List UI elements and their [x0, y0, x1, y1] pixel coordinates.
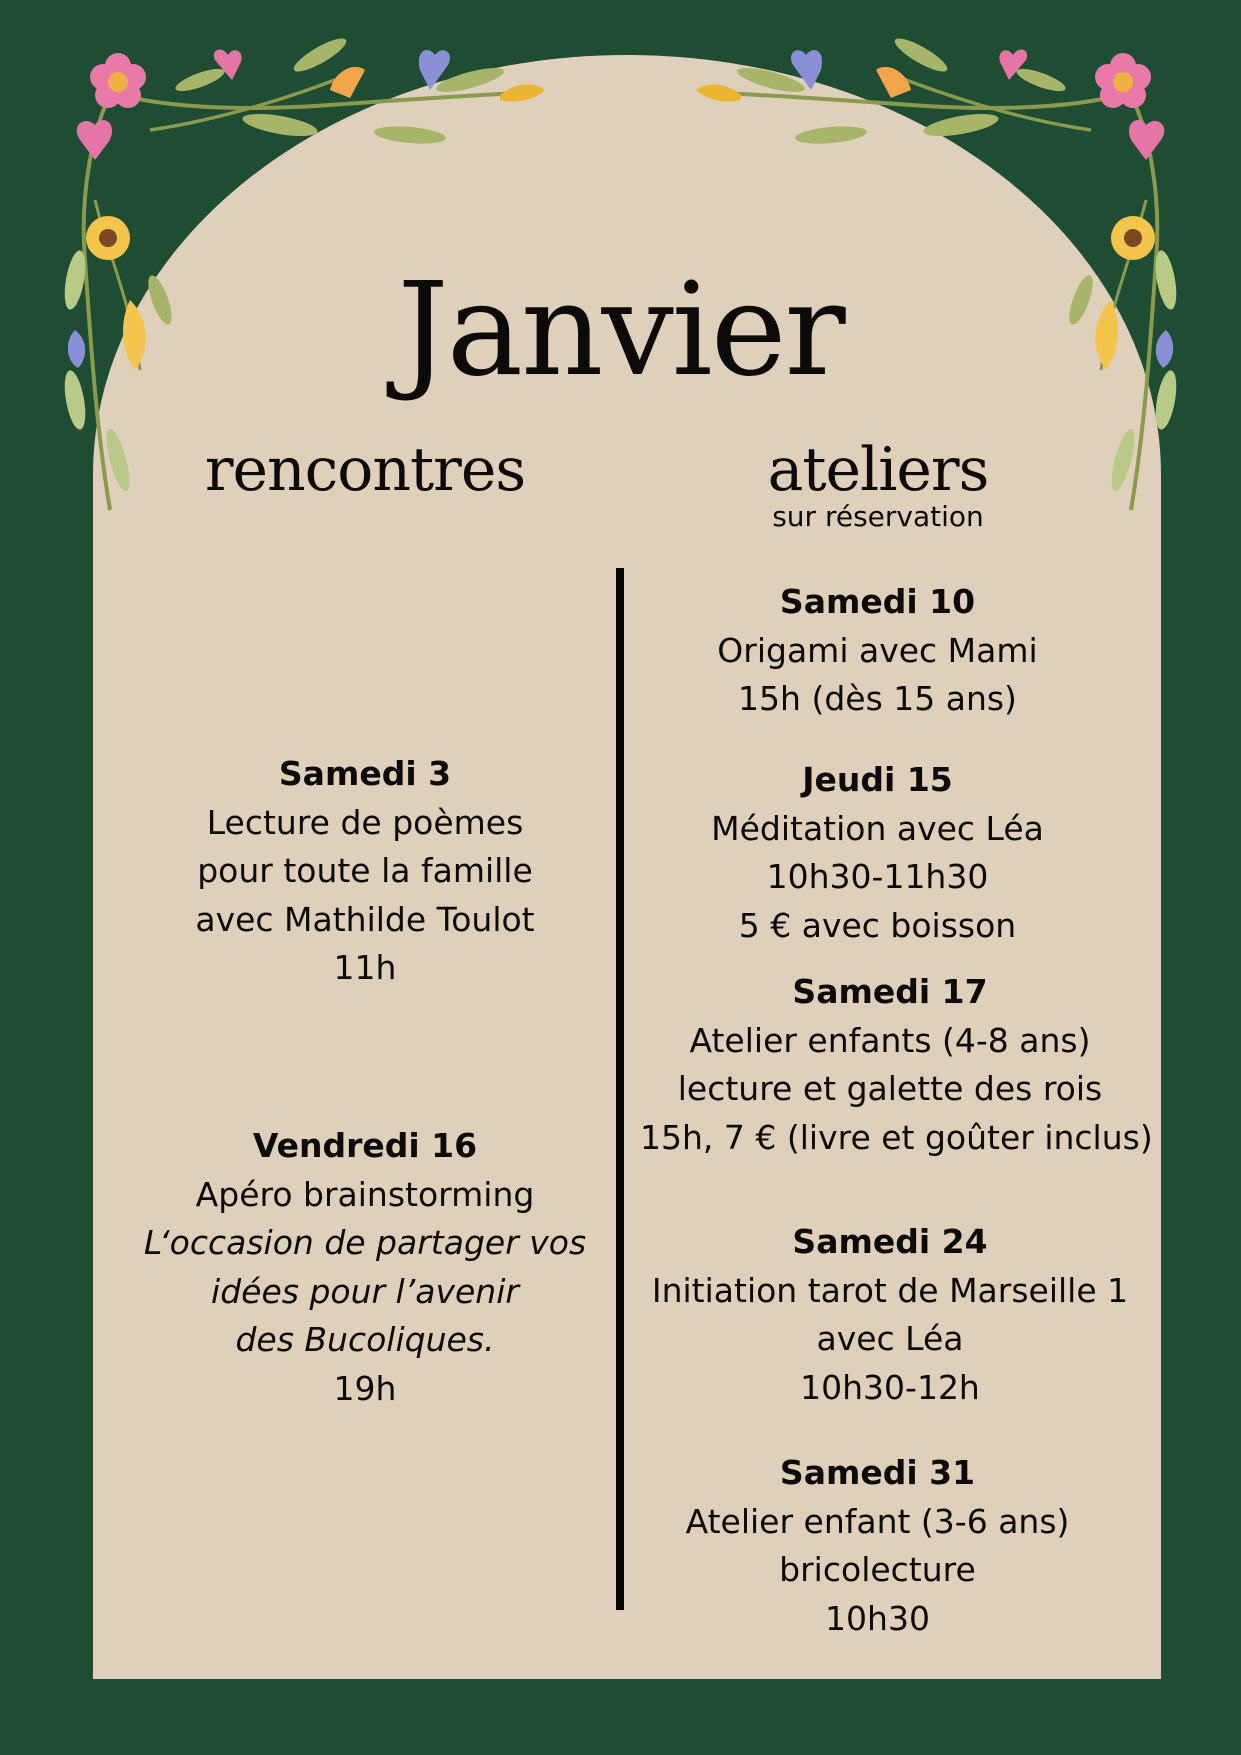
- event-line: pour toute la famille: [197, 851, 533, 890]
- event-date: Vendredi 16: [252, 1126, 478, 1165]
- event-line: 5 € avec boisson: [738, 905, 1017, 945]
- event-atelier: [640, 1449, 1115, 1643]
- event-time: 11h: [333, 948, 397, 987]
- event-rencontre: [140, 1122, 590, 1413]
- event-atelier: [640, 578, 1115, 724]
- event-line: Atelier enfants (4-8 ans): [689, 1020, 1091, 1060]
- event-line: Méditation avec Léa: [711, 808, 1044, 848]
- event-description: des Bucoliques.: [235, 1320, 495, 1359]
- page-title: Janvier: [397, 255, 844, 405]
- ateliers-subheading: sur réservation: [772, 500, 984, 533]
- event-date: Samedi 31: [779, 1453, 976, 1492]
- event-line: Lecture de poèmes: [206, 802, 524, 842]
- event-line: 15h, 7 € (livre et goûter inclus): [640, 1117, 1153, 1157]
- event-line: Origami avec Mami: [717, 630, 1038, 670]
- event-line: Atelier enfant (3-6 ans): [685, 1501, 1070, 1541]
- event-line: 10h30-12h: [800, 1367, 980, 1407]
- event-time: 19h: [333, 1368, 397, 1408]
- event-date: Samedi 17: [792, 972, 988, 1011]
- event-date: Jeudi 15: [802, 760, 953, 799]
- event-atelier: [640, 968, 1153, 1162]
- event-atelier: [640, 1218, 1140, 1412]
- event-atelier: [640, 756, 1115, 950]
- rencontres-heading: rencontres: [204, 435, 526, 505]
- event-line: bricolecture: [779, 1550, 976, 1589]
- event-line: Initiation tarot de Marseille 1: [651, 1270, 1129, 1310]
- ateliers-heading: ateliers: [767, 435, 989, 505]
- event-date: Samedi 24: [792, 1222, 988, 1261]
- event-title: Apéro brainstorming: [195, 1174, 535, 1214]
- event-line: avec Léa: [816, 1319, 964, 1358]
- event-date: Samedi 10: [779, 582, 976, 621]
- event-description: idées pour l’avenir: [211, 1271, 519, 1311]
- event-line: lecture et galette des rois: [677, 1069, 1103, 1108]
- column-divider: [616, 568, 624, 1610]
- event-line: avec Mathilde Toulot: [195, 899, 535, 939]
- event-rencontre: [140, 750, 590, 993]
- event-line: 10h30: [825, 1598, 930, 1638]
- event-line: 10h30-11h30: [766, 857, 989, 896]
- event-line: 15h (dès 15 ans): [738, 679, 1017, 718]
- event-date: Samedi 3: [278, 754, 452, 793]
- event-description: L‘occasion de partager vos: [143, 1223, 587, 1262]
